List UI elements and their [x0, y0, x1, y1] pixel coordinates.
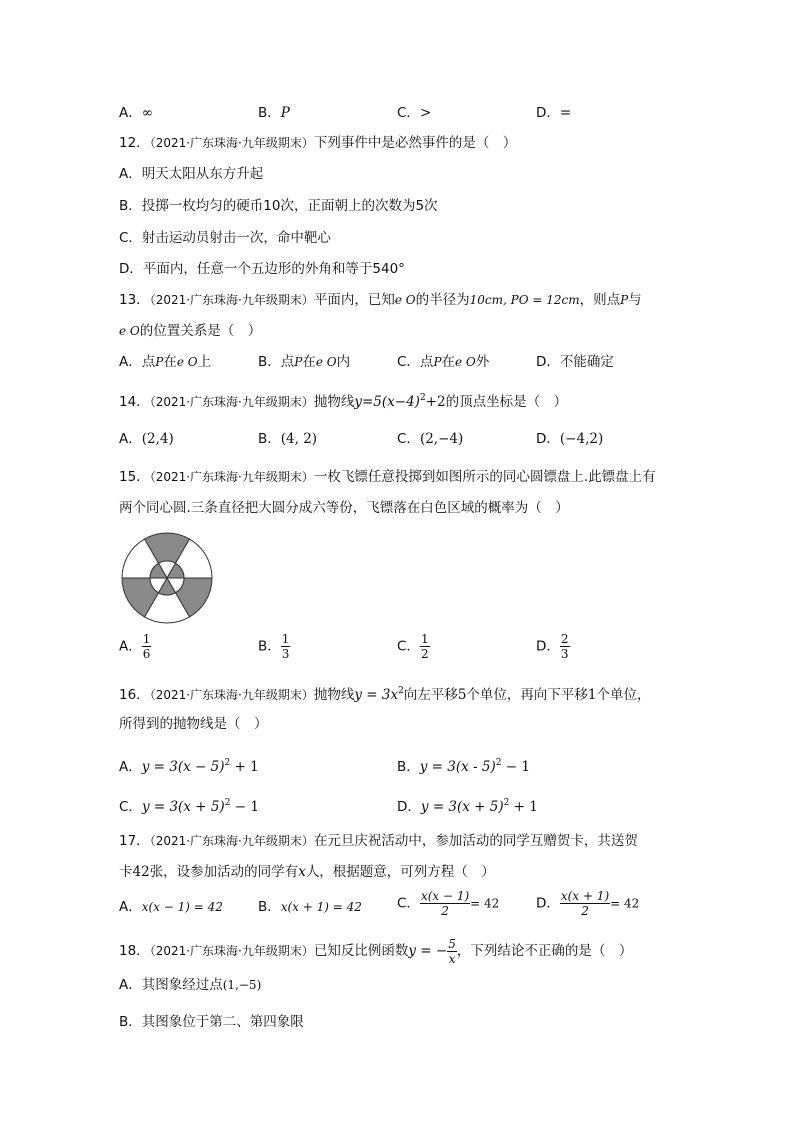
q16-stem-line2: 所得到的抛物线是（ ）: [119, 716, 268, 732]
question-source: （2021·广东珠海·九年级期末）: [149, 470, 314, 484]
variable: x: [298, 864, 306, 880]
question-text: 人，根据题意，可列方程（ ）: [305, 864, 495, 880]
question-text: 平面内，已知: [313, 292, 395, 308]
circle-symbol: e O: [119, 324, 140, 338]
q11-option-b: [258, 103, 290, 123]
q14-stem: [119, 388, 567, 412]
q17-option-d: D． $\frac{x(x + 1)}{2}$ = 42: [536, 889, 640, 918]
math-expression: y=5(x−4): [354, 394, 420, 410]
question-number: 16．: [119, 687, 150, 703]
inner-circle: [150, 561, 184, 595]
q16-option-d: D．$y = 3(x + 5)^2 + 1$: [397, 798, 538, 815]
question-text: 张，设参加活动的同学有: [149, 864, 299, 880]
q12-option-a: A．明天太阳从东方升起: [119, 166, 264, 182]
math-expression: y = 3x: [354, 687, 399, 703]
number: 42: [132, 864, 150, 880]
q15-option-b: B． $\frac{1}{3}$: [258, 632, 290, 661]
question-text: 抛物线: [313, 687, 355, 703]
question-source: （2021·广东珠海·九年级期末）: [149, 395, 314, 409]
question-text: 的顶点坐标是（ ）: [445, 394, 568, 410]
option-label: B．: [258, 105, 281, 121]
q15-option-c: C． $\frac{1}{2}$: [397, 632, 429, 661]
exponent: 2: [398, 686, 404, 696]
q11-option-d: [536, 103, 571, 123]
q13-stem: [119, 290, 642, 310]
question-text: ，则点: [579, 292, 621, 308]
circle-symbol: e O: [394, 293, 416, 307]
q15-stem-line2: 两个同心圆.三条直径把大圆分成六等份，飞镖落在白色区域的概率为（ ）: [119, 500, 569, 516]
option-value: >: [419, 105, 432, 121]
q13-option-b: B．点P在e O内: [258, 354, 351, 370]
q17-stem-line2: [119, 862, 495, 882]
q11-option-a: [119, 103, 153, 123]
question-number: 14．: [119, 394, 150, 410]
q17-stem: [119, 831, 638, 851]
option-label: C．: [397, 105, 420, 121]
q12-option-b: B．投掷一枚均匀的硬币10次，正面朝上的次数为5次: [119, 198, 438, 214]
q13-option-c: C．点P在e O外: [397, 354, 490, 370]
option-value: =: [559, 105, 572, 121]
q14-option-d: D．(−4,2): [536, 431, 604, 447]
q17-option-a: A．x(x − 1) = 42: [119, 899, 223, 915]
q12-stem: [119, 133, 516, 153]
option-value: P: [280, 105, 290, 121]
question-source: （2021·广东珠海·九年级期末）: [149, 688, 314, 702]
question-text: 下列事件中是必然事件的是（ ）: [313, 135, 517, 151]
q17-option-c: C． $\frac{x(x - 1)}{2}$ = 42: [397, 889, 500, 918]
math-expression: 10cm, PO = 12cm: [469, 293, 580, 307]
fraction-denominator: x: [448, 951, 456, 966]
question-source: （2021·广东珠海·九年级期末）: [149, 136, 314, 150]
math-expression: +2: [425, 394, 446, 410]
number: 1: [587, 687, 597, 703]
question-text: 卡: [119, 864, 133, 880]
q13-option-d: D．不能确定: [536, 354, 614, 370]
question-text: 的半径为: [415, 292, 470, 308]
question-number: 17．: [119, 833, 150, 849]
q16-option-a: A．$y = 3(x - 5)^2 + 1$: [119, 758, 259, 775]
q14-option-a: A．(2,4): [119, 431, 174, 447]
q16-option-b: B．y = 3(x - 5)$^2$ − 1: [397, 758, 530, 775]
q16-option-c: C．$y = 3(x + 5)^2 - 1$: [119, 798, 259, 815]
q12-option-d: D．平面内，任意一个五边形的外角和等于540°: [119, 261, 405, 277]
q15-stem: [119, 467, 656, 487]
question-text: 已知反比例函数: [313, 943, 409, 959]
number: 5: [457, 687, 467, 703]
dartboard-figure: [119, 530, 215, 626]
q12-option-c: C．射击运动员射击一次，命中靶心: [119, 230, 331, 246]
question-number: 15．: [119, 469, 150, 485]
question-text: 抛物线: [313, 394, 355, 410]
math-expression: y = −: [408, 943, 448, 959]
q14-option-c: C．(2,−4): [397, 431, 464, 447]
question-source: （2021·广东珠海·九年级期末）: [149, 834, 314, 848]
question-source: （2021·广东珠海·九年级期末）: [149, 293, 314, 307]
q18-stem: [119, 935, 632, 967]
question-text: 个单位，: [596, 687, 651, 703]
question-text: 与: [628, 292, 642, 308]
question-source: （2021·广东珠海·九年级期末）: [149, 944, 314, 958]
q13-stem-line2: [119, 321, 261, 341]
question-text: 在元旦庆祝活动中，参加活动的同学互赠贺卡，共送贺: [313, 833, 638, 849]
question-text: ，下列结论不正确的是（ ）: [456, 943, 633, 959]
question-text: 的位置关系是（ ）: [139, 323, 262, 339]
q15-option-a: A． $\frac{1}{6}$: [119, 632, 151, 661]
question-text: 一枚飞镖任意投掷到如图所示的同心圆镖盘上.此镖盘上有: [313, 469, 656, 485]
exponent: 2: [419, 393, 426, 403]
question-text: 向左平移: [403, 687, 458, 703]
option-label: A．: [119, 105, 142, 121]
point-symbol: P: [620, 293, 629, 307]
question-number: 18．: [119, 943, 150, 959]
q15-option-d: D． $\frac{2}{3}$: [536, 632, 569, 661]
option-label: D．: [536, 105, 560, 121]
q18-option-a: A．其图象经过点(1,−5): [119, 977, 262, 993]
q16-stem: [119, 681, 651, 705]
q17-option-b: B．x(x + 1) = 42: [258, 899, 362, 915]
fraction-numerator: 5: [448, 936, 456, 951]
option-value: ∞: [141, 105, 153, 121]
q14-option-b: B．(4, 2): [258, 431, 318, 447]
q11-option-c: [397, 103, 431, 123]
q13-option-a: A．点P在e O上: [119, 354, 212, 370]
question-number: 13．: [119, 292, 150, 308]
question-text: 个单位，再向下平移: [466, 687, 588, 703]
question-number: 12．: [119, 135, 150, 151]
q18-option-b: B．其图象位于第二、第四象限: [119, 1014, 304, 1030]
